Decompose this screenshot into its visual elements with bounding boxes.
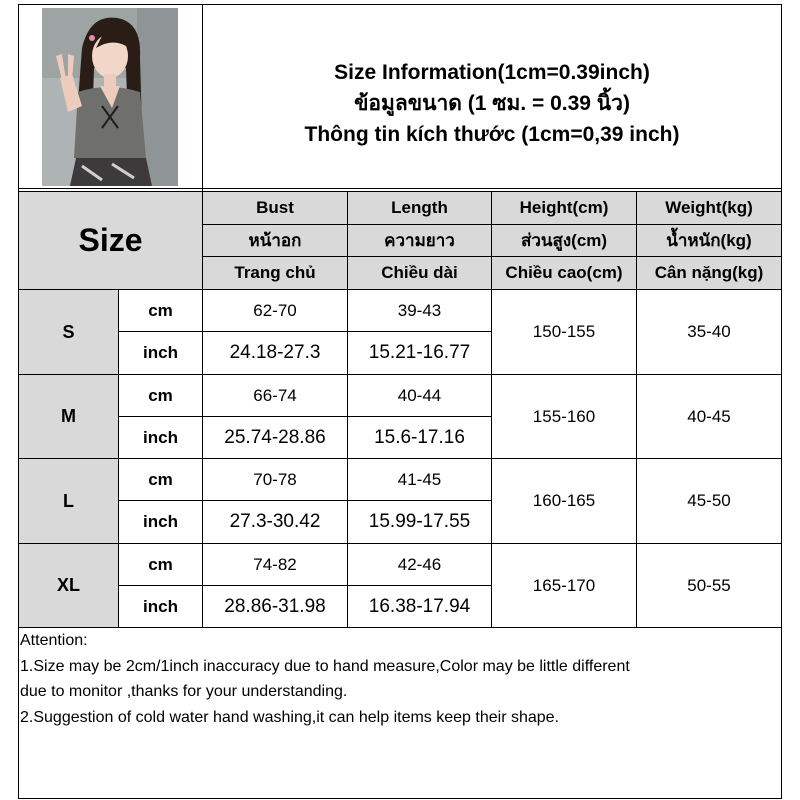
length-inch-xl: 16.38-17.94 <box>368 595 471 617</box>
bust-cm-l: 70-78 <box>253 469 297 489</box>
unit-cm: cm <box>148 554 173 574</box>
length-inch-s: 15.21-16.77 <box>368 342 471 363</box>
model-photo <box>42 8 178 186</box>
col-bust-en: Bust <box>203 192 347 224</box>
col-length-en: Length <box>348 192 491 224</box>
weight-xl: 50-55 <box>687 575 731 595</box>
attention-heading: Attention: <box>20 632 88 649</box>
height-l: 160-165 <box>532 491 596 510</box>
bust-inch-m: 25.74-28.86 <box>224 426 326 448</box>
size-label-m: M <box>19 375 118 458</box>
weight-m: 40-45 <box>687 406 731 426</box>
weight-l: 45-50 <box>687 491 731 510</box>
length-inch-l: 15.99-17.55 <box>368 511 471 532</box>
unit-inch: inch <box>143 427 178 447</box>
col-length-th: ความยาว <box>348 225 491 256</box>
col-height-vi: Chiều cao(cm) <box>492 257 636 289</box>
col-bust-vi: Trang chủ <box>203 257 347 289</box>
col-bust-th: หน้าอก <box>203 225 347 256</box>
attention-note-2: 2.Suggestion of cold water hand washing,it can help items keep their shape. <box>20 708 559 726</box>
unit-cm: cm <box>148 469 173 489</box>
bust-cm-s: 62-70 <box>253 300 297 320</box>
unit-cm: cm <box>148 300 173 320</box>
bust-inch-s: 24.18-27.3 <box>229 342 321 363</box>
height-xl: 165-170 <box>532 575 596 595</box>
title-vietnamese: Thông tin kích thước (1cm=0,39 inch) <box>304 122 680 146</box>
length-inch-m: 15.6-17.16 <box>374 426 465 448</box>
unit-cm: cm <box>148 385 173 405</box>
title-thai: ข้อมูลขนาด (1 ซม. = 0.39 นิ้ว) <box>354 91 630 115</box>
size-label-xl: XL <box>19 544 118 627</box>
bust-cm-m: 66-74 <box>253 385 297 405</box>
col-height-en: Height(cm) <box>492 192 636 224</box>
size-info-title-block <box>203 18 781 188</box>
length-cm-m: 40-44 <box>397 385 442 405</box>
size-label-l: L <box>19 459 118 543</box>
size-header: Size <box>19 192 202 289</box>
height-s: 150-155 <box>532 322 596 341</box>
unit-inch: inch <box>143 343 178 362</box>
col-weight-en: Weight(kg) <box>637 192 781 224</box>
col-weight-vi: Cân nặng(kg) <box>637 257 781 289</box>
length-cm-l: 41-45 <box>397 469 442 489</box>
length-cm-xl: 42-46 <box>397 554 442 574</box>
size-label-s: S <box>19 290 118 374</box>
unit-inch: inch <box>143 512 178 531</box>
col-height-th: ส่วนสูง(cm) <box>492 225 636 256</box>
length-cm-s: 39-43 <box>397 300 442 320</box>
bust-inch-l: 27.3-30.42 <box>229 511 321 532</box>
attention-notes <box>20 628 780 730</box>
model-photo-illustration <box>42 8 178 186</box>
attention-note-1a: 1.Size may be 2cm/1inch inaccuracy due to hand measure,Color may be little different <box>20 657 630 675</box>
unit-inch: inch <box>143 596 178 616</box>
col-length-vi: Chiều dài <box>348 257 491 289</box>
col-weight-th: น้ำหนัก(kg) <box>637 225 781 256</box>
height-m: 155-160 <box>532 406 596 426</box>
weight-s: 35-40 <box>687 322 731 341</box>
title-english: Size Information(1cm=0.39inch) <box>334 60 650 84</box>
attention-note-1b: due to monitor ,thanks for your understanding. <box>20 683 348 700</box>
bust-cm-xl: 74-82 <box>253 554 297 574</box>
bust-inch-xl: 28.86-31.98 <box>224 595 326 617</box>
